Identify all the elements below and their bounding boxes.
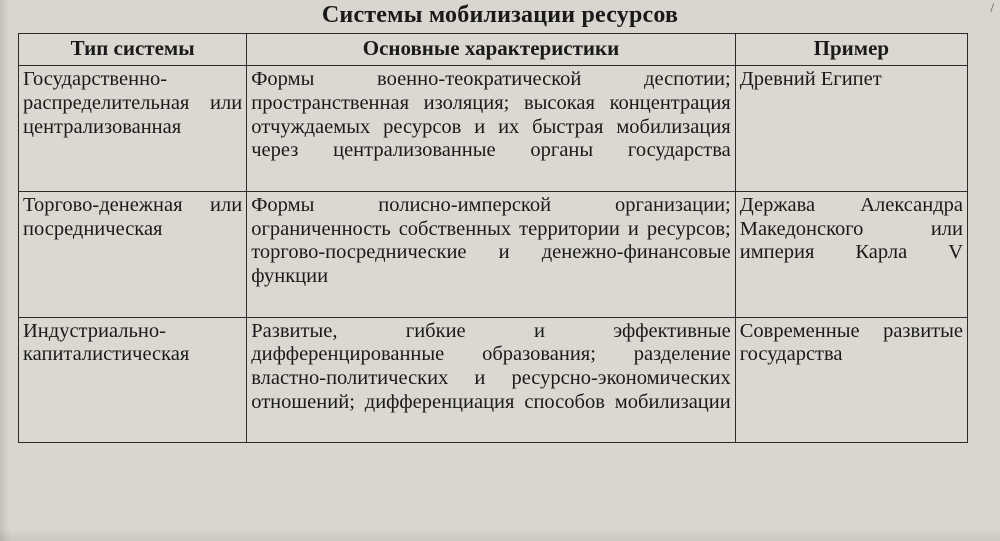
table-row	[19, 191, 968, 317]
cell-example-text: Держава Александра Македонского или империя Карла V	[739, 193, 963, 264]
column-header-type: Тип системы	[19, 34, 247, 66]
page-corner-mark: /	[990, 0, 994, 15]
column-header-example: Пример	[735, 34, 967, 66]
table-header-row	[19, 34, 968, 66]
cell-type	[19, 66, 247, 192]
table-header	[19, 34, 968, 66]
table-row	[19, 317, 968, 443]
cell-type-text: Индустриально-капиталистическая	[23, 319, 190, 366]
column-header-characteristics: Основные характеристики	[247, 34, 736, 66]
cell-characteristics-text: Развитые, гибкие и эффективные дифференцированные образования; разделение властно-политических и ресурсно-экономических отношений; дифференциация способов мобилизации	[251, 319, 731, 413]
cell-characteristics	[247, 66, 736, 192]
cell-example	[735, 191, 967, 317]
cell-characteristics-text: Формы военно-теократической деспотии; пространственная изоляция; высокая концентрация отчуждаемых ресурсов и их быстрая мобилизация через централизованные органы государства	[251, 68, 731, 162]
resource-mobilization-table	[18, 33, 968, 443]
cell-example	[735, 317, 967, 443]
cell-example	[735, 66, 967, 192]
cell-type-text: Торгово-денежная или посредническая	[23, 193, 243, 240]
cell-characteristics-text: Формы полисно-имперской организации; ограниченность собственных территории и ресурсов; торгово-посреднические и денежно-финансовые функции	[251, 193, 731, 288]
cell-characteristics	[247, 191, 736, 317]
table-row	[19, 66, 968, 192]
page-edge-shadow-left	[0, 0, 10, 541]
page-title: Системы мобилизации ресурсов	[321, 2, 679, 28]
cell-characteristics	[247, 317, 736, 443]
cell-type	[19, 191, 247, 317]
table-body	[19, 66, 968, 443]
cell-type	[19, 317, 247, 443]
cell-example-text: Современные развитые государства	[739, 319, 963, 366]
cell-type-text: Государственно-распределительная или централизованная	[23, 68, 243, 138]
page-edge-shadow-bottom	[0, 529, 1000, 541]
cell-example-text: Древний Египет	[739, 68, 882, 90]
